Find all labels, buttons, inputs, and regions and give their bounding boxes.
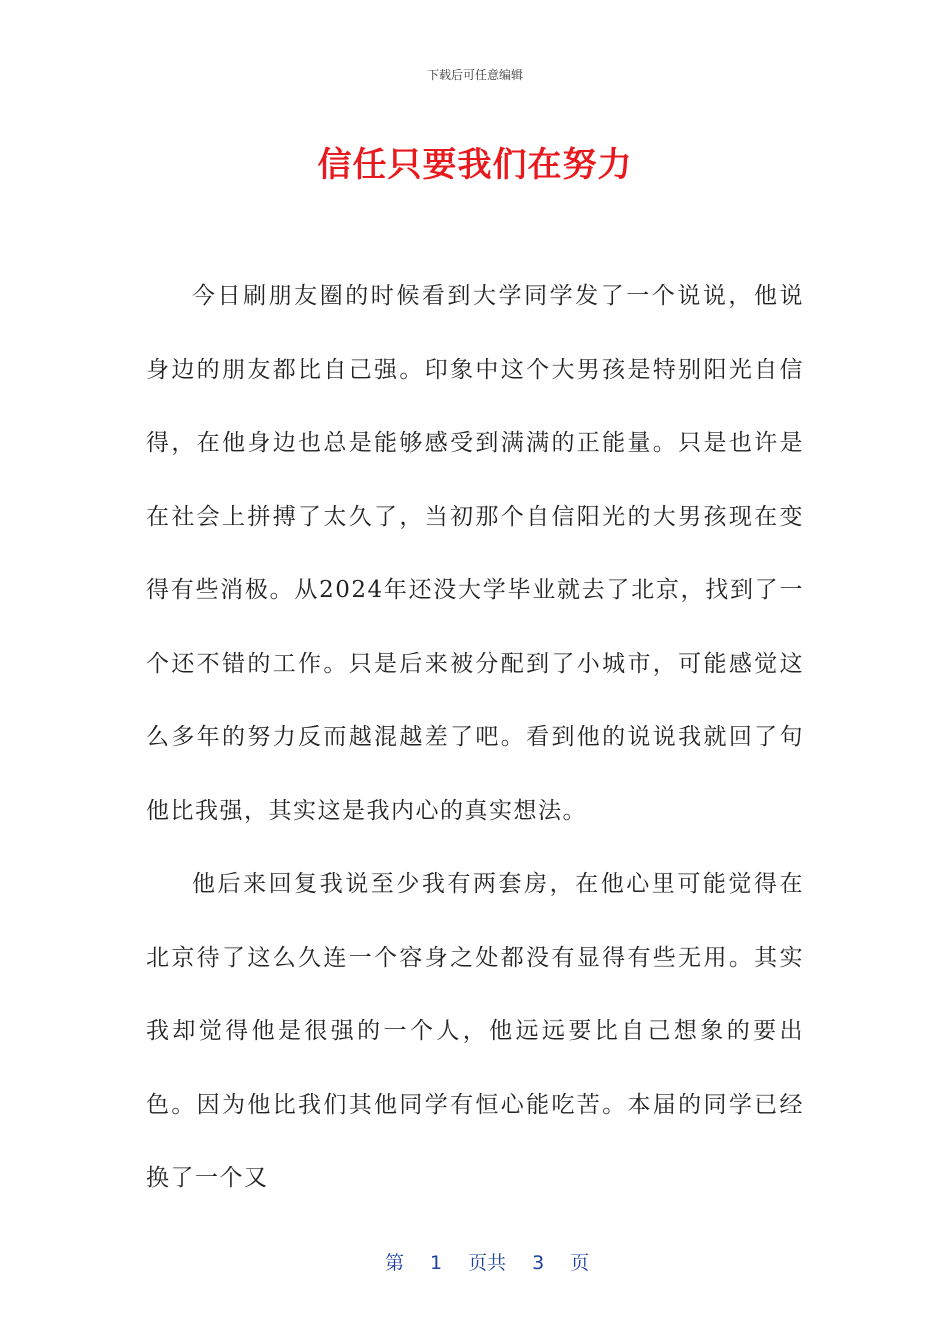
- total-pages-number: 3: [532, 1252, 545, 1274]
- paragraph: 他后来回复我说至少我有两套房，在他心里可能觉得在北京待了这么久连一个容身之处都没有显得有些无用。其实我却觉得他是很强的一个人，他远远要比自己想象的要出色。因为他比我们其他同学有恒心能吃苦。本届的同学已经换了一个又: [146, 871, 804, 1191]
- document-title: 信任只要我们在努力: [317, 145, 633, 185]
- page-prefix: 第: [384, 1252, 404, 1274]
- page-mid: 页共: [468, 1252, 507, 1274]
- page-footer: [0, 1226, 950, 1297]
- current-page-number: 1: [429, 1252, 443, 1274]
- paragraph: 今日刷朋友圈的时候看到大学同学发了一个说说，他说身边的朋友都比自己强。印象中这个大男孩是特别阳光自信得，在他身边也总是能够感受到满满的正能量。只是也许是在社会上拼搏了太久了，当初那个自信阳光的大男孩现在变得有些消极。从2024年还没大学毕业就去了北京，找到了一个还不错的工作。只是后来被分配到了小城市，可能感觉这么多年的努力反而越混越差了吧。看到他的说说我就回了句他比我强，其实这是我内心的真实想法。: [146, 283, 804, 824]
- document-body: [146, 260, 804, 1216]
- header-note: 下载后可任意编辑: [426, 68, 523, 82]
- page-suffix: 页: [570, 1252, 590, 1274]
